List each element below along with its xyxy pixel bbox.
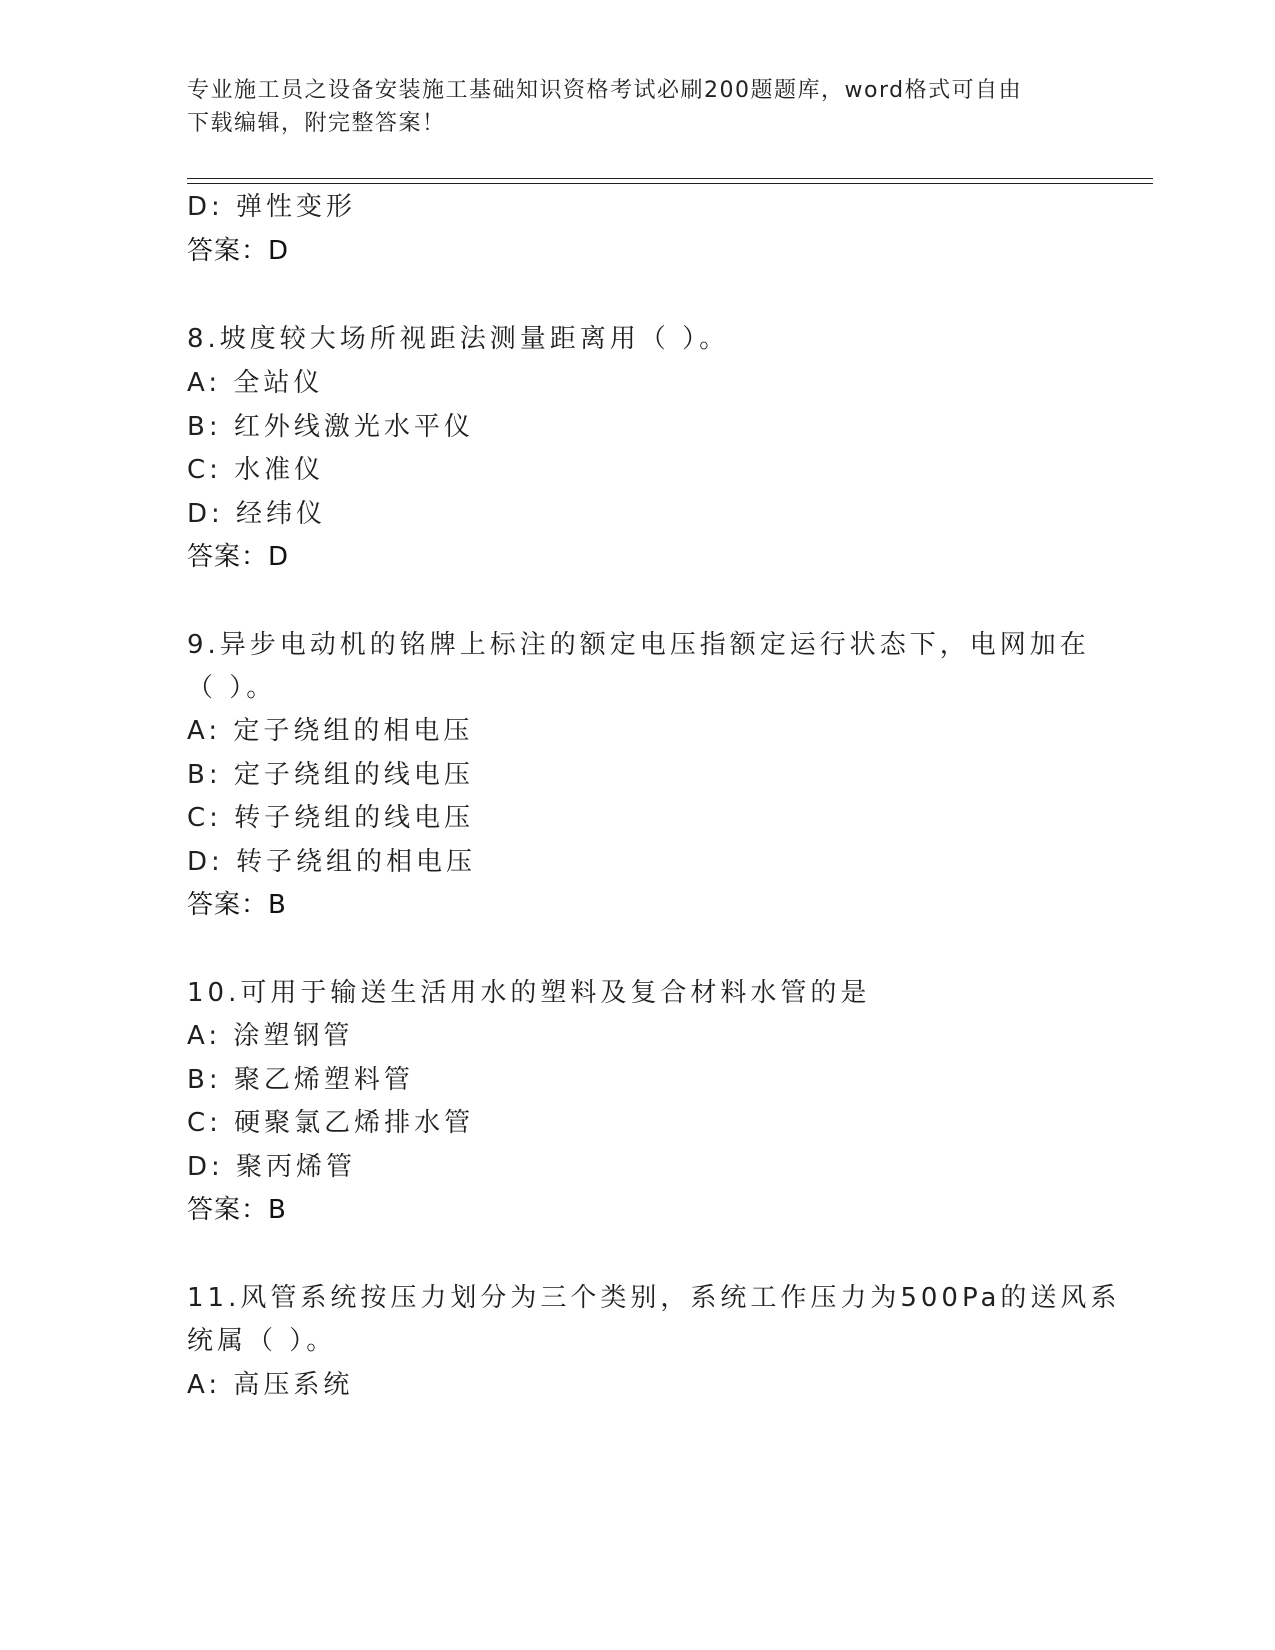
question-9-stem-line-1: 9.异步电动机的铭牌上标注的额定电压指额定运行状态下，电网加在 <box>187 630 1090 660</box>
question-8-option-b: B: 红外线激光水平仪 <box>187 412 474 442</box>
question-9-option-d: D: 转子绕组的相电压 <box>187 847 477 877</box>
question-9-option-b: B: 定子绕组的线电压 <box>187 760 474 790</box>
question-10-option-d: D: 聚丙烯管 <box>187 1152 357 1182</box>
header-line-1: 专业施工员之设备安装施工基础知识资格考试必刷200题题库，word格式可自由 <box>187 78 1023 103</box>
question-10-stem: 10.可用于输送生活用水的塑料及复合材料水管的是 <box>187 978 871 1008</box>
question-9-stem-line-2: （ ）。 <box>187 673 277 703</box>
question-8-option-c: C: 水准仪 <box>187 455 325 485</box>
header-divider-top <box>187 178 1153 179</box>
question-10-option-b: B: 聚乙烯塑料管 <box>187 1065 414 1095</box>
question-11-option-a: A: 高压系统 <box>187 1370 354 1400</box>
question-9-option-c: C: 转子绕组的线电压 <box>187 803 475 833</box>
question-8-option-a: A: 全站仪 <box>187 368 324 398</box>
header-divider-bottom <box>187 183 1153 184</box>
question-9-answer: 答案：B <box>187 890 287 920</box>
question-10-option-c: C: 硬聚氯乙烯排水管 <box>187 1108 475 1138</box>
question-8-option-d: D: 经纬仪 <box>187 499 327 529</box>
question-8-stem: 8.坡度较大场所视距法测量距离用（ ）。 <box>187 324 730 354</box>
question-10-answer: 答案：B <box>187 1195 287 1225</box>
question-9-option-a: A: 定子绕组的相电压 <box>187 716 474 746</box>
header-line-2: 下载编辑，附完整答案！ <box>187 111 446 136</box>
question-10-option-a: A: 涂塑钢管 <box>187 1021 354 1051</box>
question-8-answer: 答案：D <box>187 542 290 572</box>
question-11-stem-line-2: 统属（ ）。 <box>187 1326 337 1356</box>
question-11-stem-line-1: 11.风管系统按压力划分为三个类别，系统工作压力为500Pa的送风系 <box>187 1283 1121 1313</box>
document-header <box>187 74 1087 140</box>
carryover-option-d: D: 弹性变形 <box>187 192 357 222</box>
carryover-answer: 答案：D <box>187 236 290 266</box>
